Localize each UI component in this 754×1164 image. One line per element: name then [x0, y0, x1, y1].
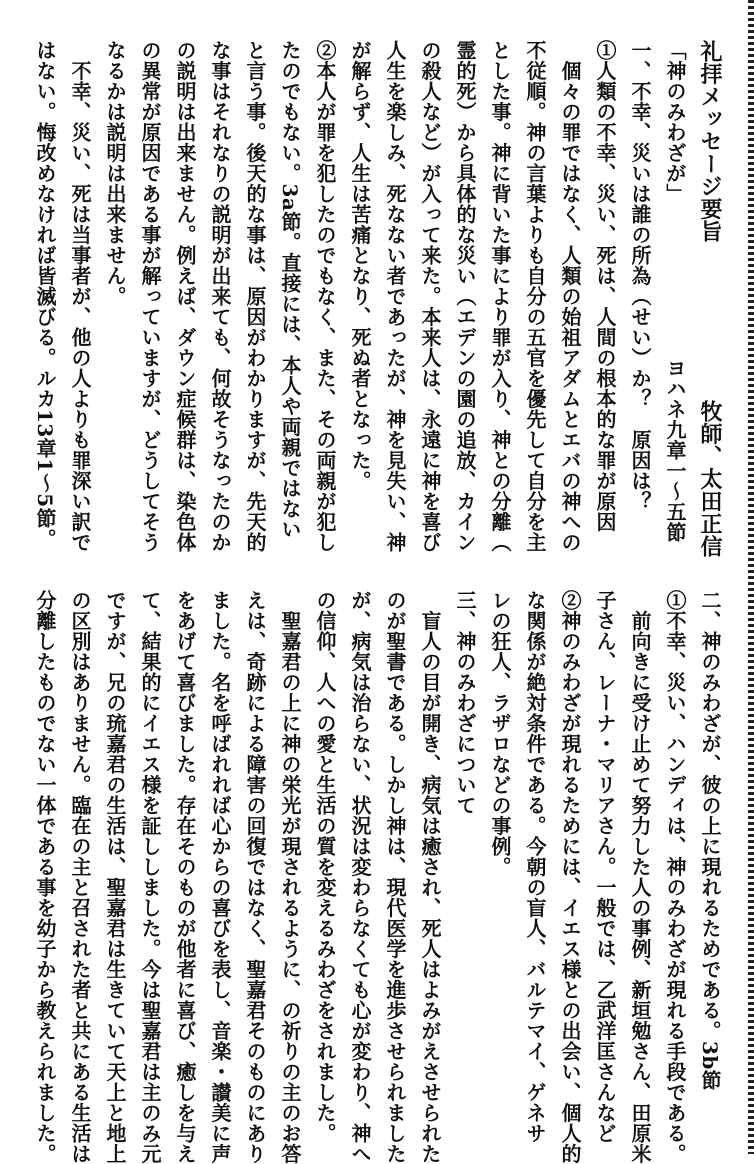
body-text-column: が、病気は治らない、状況は変わらなくても心が変わり、神へ	[348, 590, 372, 1164]
body-text-column: なるかは説明は出来ません。	[103, 40, 127, 307]
body-text-column: と言う事。後天的な事は、原因がわかりますが、先天的	[243, 40, 267, 553]
body-text-column: が解らず、人生は苦痛となり、死ぬ者となった。	[348, 40, 372, 491]
body-text-column: のが聖書である。しかし神は、現代医学を進歩させられました	[383, 590, 407, 1164]
body-text-column: 人生を楽しみ、死なない者であったが、神を見失い、神	[383, 40, 407, 553]
body-text-column: ①不幸、災い、ハンディは、神のみわざが現れる手段である。	[663, 590, 687, 1164]
body-text-column: ②神のみわざが現れるためには、イエス様との出会い、個人的	[558, 590, 582, 1164]
body-text-column: の異常が原因である事が解っていますが、どうしてそう	[138, 40, 162, 553]
page-edge	[748, 0, 754, 1154]
sermon-title-line: 「神のみわざが」 ヨハネ九章一～五節	[663, 40, 687, 543]
body-text-column: ②本人が罪を犯したのでもなく、また、その両親が犯し	[313, 40, 337, 553]
body-text-column: ①人類の不幸、災い、死は、人間の根本的な罪が原因	[593, 40, 617, 532]
body-text-column: 不従順。神の言葉よりも自分の五官を優先して自分を主	[523, 40, 547, 553]
body-text-column: の説明は出来ません。例えば、ダウン症候群は、染色体	[173, 40, 197, 553]
body-text-column: な関係が絶対条件である。今朝の盲人、バルテマイ、ゲネサ	[523, 590, 547, 1144]
body-text-column: えは、奇跡による障害の回復ではなく、聖嘉君そのものにあり	[243, 590, 267, 1164]
section-heading: 一、不幸、災いは誰の所為（せい）か？ 原因は？	[628, 40, 652, 512]
body-text-column: はない。悔改めなければ皆滅びる。ルカ13章1～5節。	[33, 40, 57, 549]
body-text-column: 分離したものでない一体である事を幼子から教えられました。	[33, 590, 57, 1164]
body-text-column: 子さん、レーナ・マリアさん。一般では、乙武洋匡さんなど	[593, 590, 617, 1144]
body-text-column: とした事。神に背いた事により罪が入り、神との分離（	[488, 40, 512, 553]
body-text-column: の区別はありません。臨在の主と召された者と共にある生活は	[68, 590, 92, 1164]
body-text-column: て、結果的にイエス様を証ししました。今は聖嘉君は主のみ元	[138, 590, 162, 1164]
body-text-column: ました。名を呼ばれれば心からの喜びを表し、音楽・讃美に声	[208, 590, 232, 1164]
body-text-column: 聖嘉君の上に神の栄光が現されるように、の祈りの主のお答	[278, 590, 302, 1164]
body-text-column: 前向きに受け止めて努力した人の事例、新垣勉さん、田原米	[628, 590, 652, 1164]
body-text-column: の殺人など）が入って来た。本来人は、永遠に神を喜び	[418, 40, 442, 553]
section-heading: 二、神のみわざが、彼の上に現れるためである。3b節	[698, 590, 722, 1091]
body-text-column: 盲人の目が開き、病気は癒され、死人はよみがえさせられた	[418, 590, 442, 1164]
body-text-column: ですが、兄の琉嘉君の生活は、聖嘉君は生きていて天上と地上	[103, 590, 127, 1164]
body-text-column: な事はそれなりの説明が出来ても、何故そうなったのか	[208, 40, 232, 553]
body-text-column: レの狂人、ラザロなどの事例。	[488, 590, 512, 877]
body-text-column: 霊的死）から具体的な災い（エデンの園の追放、カイン	[453, 40, 477, 553]
body-text-column: 個々の罪ではなく、人類の始祖アダムとエバの神への	[558, 40, 582, 553]
body-text-column: たのでもない。3a節。直接には、本人や両親ではない	[278, 40, 302, 540]
body-text-column: をあげて喜びました。存在そのものが他者に喜び、癒しを与え	[173, 590, 197, 1164]
body-text-column: の信仰、人への愛と生活の質を変えるみわざをされました。	[313, 590, 337, 1144]
body-text-column: 不幸、災い、死は当事者が、他の人よりも罪深い訳で	[68, 40, 92, 553]
section-heading: 三、神のみわざについて	[453, 590, 477, 816]
header-title-line: 礼拝メッセージ要旨 牧師、太田正信	[697, 40, 723, 558]
